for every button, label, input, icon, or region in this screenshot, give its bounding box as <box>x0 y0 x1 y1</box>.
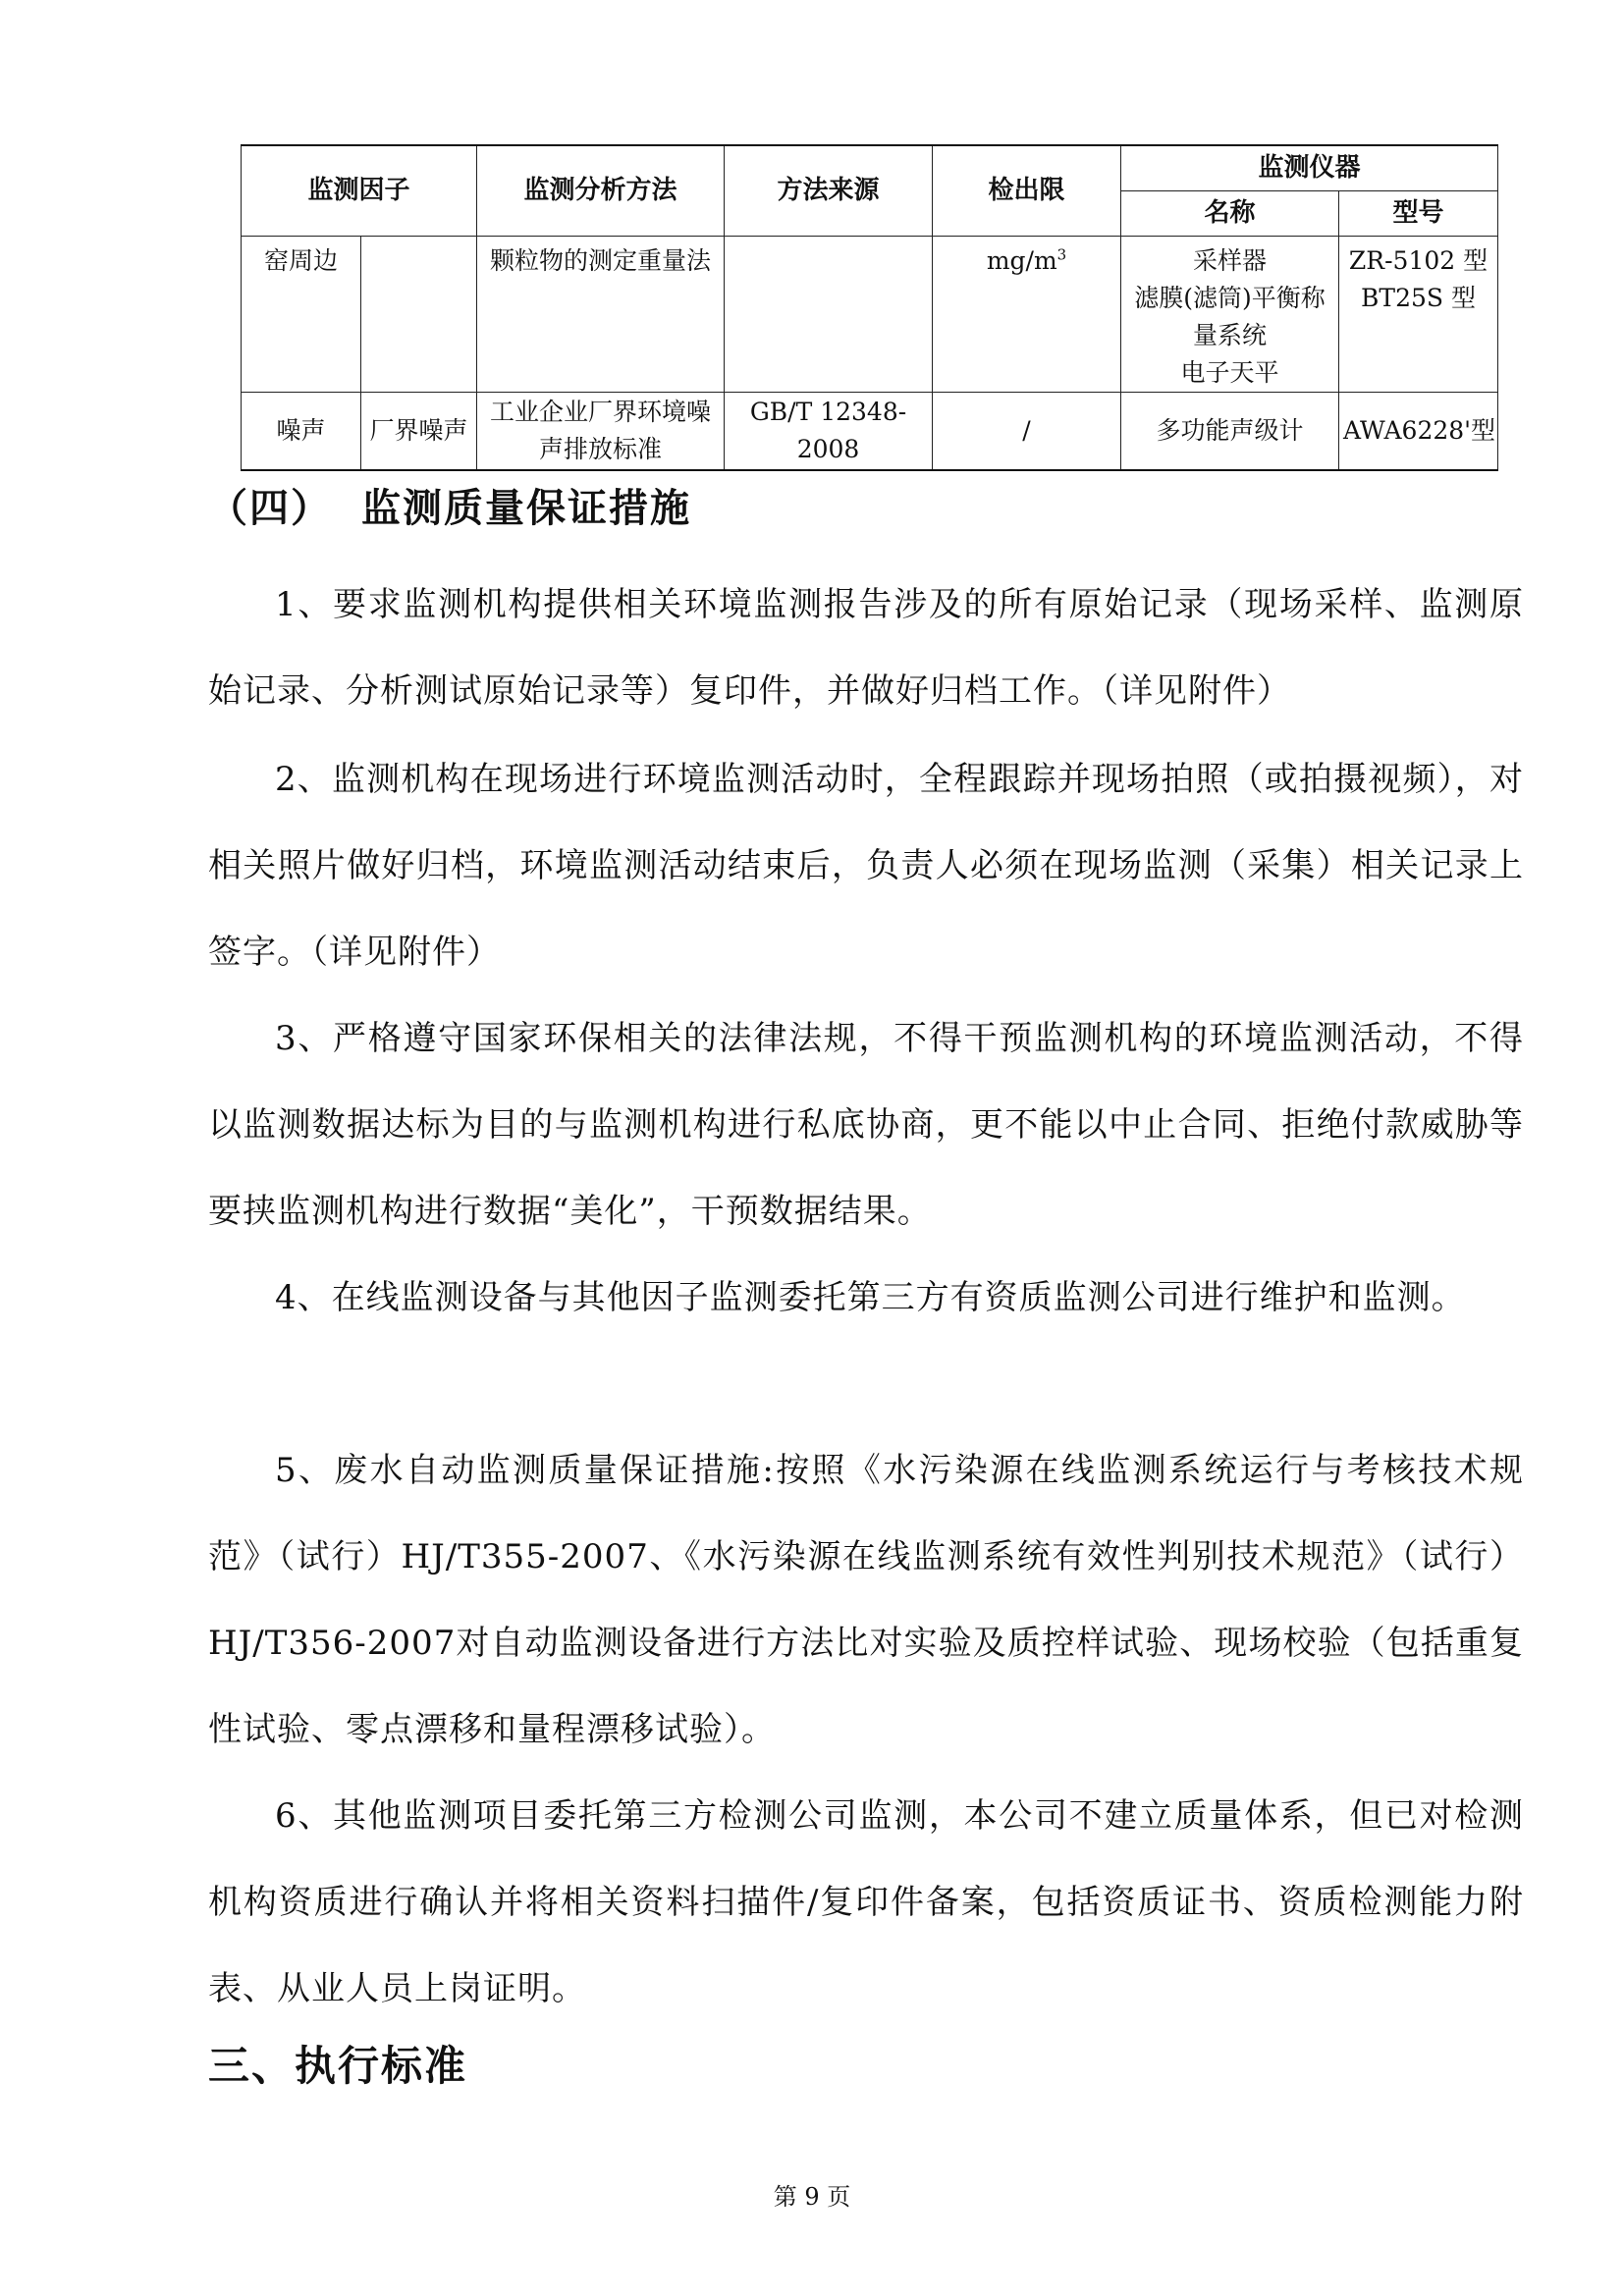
row1-limit-sup: 3 <box>1056 245 1067 264</box>
instrument-model-item: BT25S 型 <box>1361 283 1476 312</box>
row2-limit: / <box>933 392 1121 470</box>
paragraph-2: 2、监测机构在现场进行环境监测活动时，全程跟踪并现场拍照（或拍摄视频），对相关照片做好归档，环境监测活动结束后，负责人必须在现场监测（采集）相关记录上签字。（详见附件） <box>208 760 1524 972</box>
header-instrument: 监测仪器 <box>1121 145 1498 190</box>
row2-subfactor: 厂界噪声 <box>361 392 477 470</box>
row2-source: GB/T 12348-2008 <box>725 392 933 470</box>
row1-subfactor <box>361 236 477 392</box>
header-method: 监测分析方法 <box>477 145 725 236</box>
paragraph-5: 5、废水自动监测质量保证措施:按照《水污染源在线监测系统运行与考核技术规范》（试行）HJ/T355-2007、《水污染源在线监测系统有效性判别技术规范》（试行）HJ/T356-2007对自动监测设备进行方法比对实验及质控样试验、现场校验（包括重复性试验、零点漂移和量程漂移试验）。 <box>208 1451 1524 1749</box>
header-instrument-name: 名称 <box>1121 190 1339 236</box>
row1-limit-unit: mg/m <box>986 245 1057 275</box>
row1-source <box>725 236 933 392</box>
page-number: 第 9 页 <box>773 2183 851 2211</box>
header-limit: 检出限 <box>933 145 1121 236</box>
row2-method: 工业企业厂界环境噪声排放标准 <box>477 392 725 470</box>
row1-instrument-names <box>1121 236 1339 392</box>
row2-instrument-name: 多功能声级计 <box>1121 392 1339 470</box>
header-instrument-model: 型号 <box>1339 190 1498 236</box>
instrument-name-item: 滤膜(滤筒)平衡称量系统 <box>1134 283 1326 349</box>
row1-factor: 窑周边 <box>242 236 361 392</box>
instrument-name-item: 采样器 <box>1193 245 1268 275</box>
row1-limit <box>933 236 1121 392</box>
section-3-heading: 三、执行标准 <box>208 2042 468 2090</box>
header-source: 方法来源 <box>725 145 933 236</box>
row2-instrument-model: AWA6228'型 <box>1339 392 1498 470</box>
header-factor: 监测因子 <box>242 145 477 236</box>
instrument-name-item: 电子天平 <box>1180 357 1279 387</box>
paragraph-6: 6、其他监测项目委托第三方检测公司监测，本公司不建立质量体系，但已对检测机构资质进行确认并将相关资料扫描件/复印件备案，包括资质证书、资质检测能力附表、从业人员上岗证明。 <box>208 1796 1524 2008</box>
paragraph-4: 4、在线监测设备与其他因子监测委托第三方有资质监测公司进行维护和监测。 <box>275 1278 1466 1317</box>
instrument-model-item: ZR-5102 型 <box>1348 245 1489 275</box>
section-4-title: 监测质量保证措施 <box>361 485 691 531</box>
monitoring-table <box>241 144 1498 471</box>
row1-method: 颗粒物的测定重量法 <box>477 236 725 392</box>
row1-instrument-models <box>1339 236 1498 392</box>
paragraph-3: 3、严格遵守国家环保相关的法律法规，不得干预监测机构的环境监测活动，不得以监测数据达标为目的与监测机构进行私底协商，更不能以中止合同、拒绝付款威胁等要挟监测机构进行数据“美化”，干预数据结果。 <box>208 1019 1524 1231</box>
section-4-label: （四） <box>208 485 332 531</box>
row2-factor: 噪声 <box>242 392 361 470</box>
section-4-heading <box>208 477 691 533</box>
paragraph-1: 1、要求监测机构提供相关环境监测报告涉及的所有原始记录（现场采样、监测原始记录、分析测试原始记录等）复印件，并做好归档工作。（详见附件） <box>208 585 1524 711</box>
